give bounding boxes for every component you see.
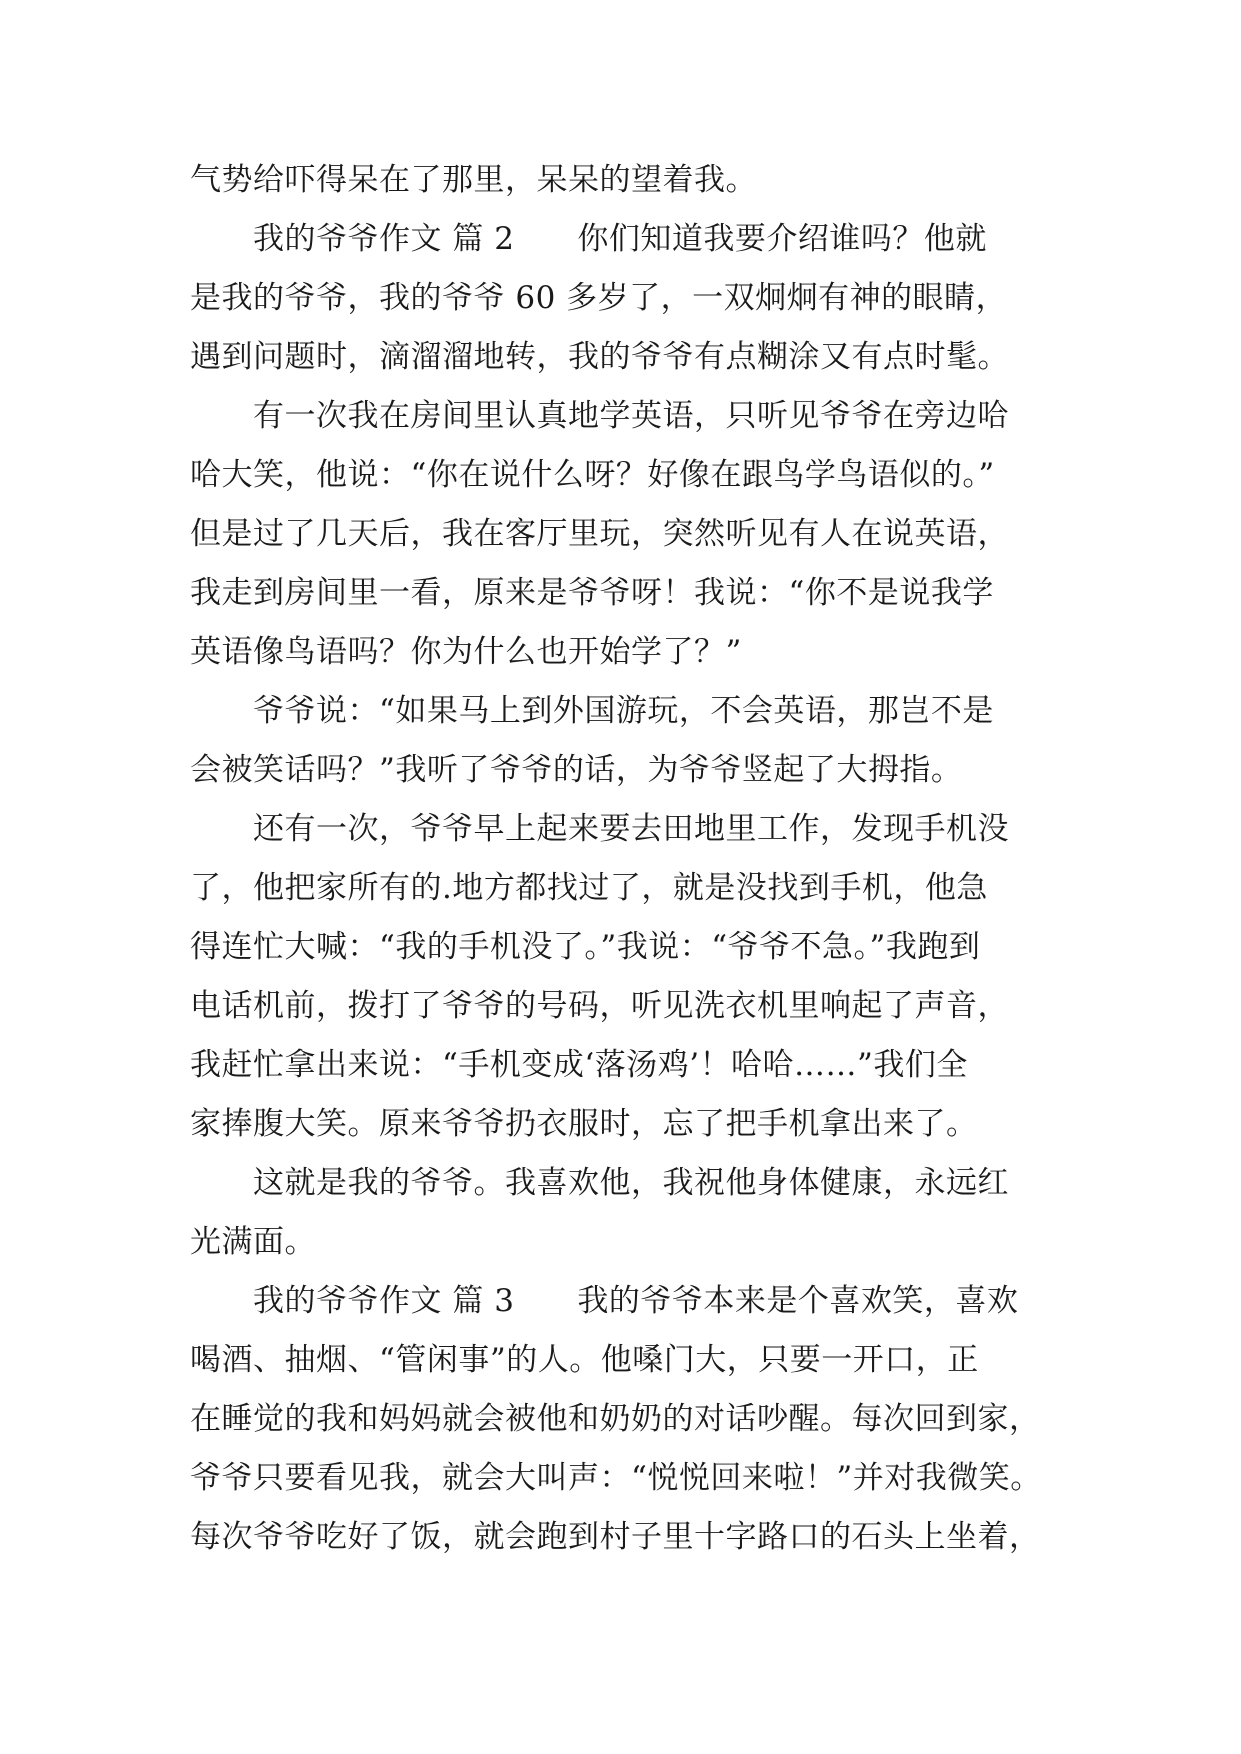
- text-line: 我的爷爷作文 篇 3 我的爷爷本来是个喜欢笑，喜欢: [190, 1283, 1019, 1319]
- text-line: 我的爷爷作文 篇 2 你们知道我要介绍谁吗？他就: [190, 221, 987, 257]
- text-line: 爷爷只要看见我，就会大叫声：“悦悦回来啦！”并对我微笑。: [190, 1460, 1042, 1496]
- text-line: 在睡觉的我和妈妈就会被他和奶奶的对话吵醒。每次回到家，: [190, 1401, 1041, 1437]
- text-line: 喝酒、抽烟、“管闲事”的人。他嗓门大，只要一开口，正: [190, 1342, 979, 1378]
- text-line: 是我的爷爷，我的爷爷 60 多岁了，一双炯炯有神的眼睛，: [190, 280, 1008, 316]
- text-line: 得连忙大喊：“我的手机没了。”我说：“爷爷不急。”我跑到: [190, 929, 981, 965]
- text-line: 每次爷爷吃好了饭，就会跑到村子里十字路口的石头上坐着，: [190, 1519, 1041, 1555]
- text-line: 会被笑话吗？”我听了爷爷的话，为爷爷竖起了大拇指。: [190, 752, 963, 788]
- text-line: 但是过了几天后，我在客厅里玩，突然听见有人在说英语，: [190, 516, 1009, 552]
- text-line: 哈大笑，他说：“你在说什么呀？好像在跟鸟学鸟语似的。”: [190, 457, 995, 493]
- text-line: 我走到房间里一看，原来是爷爷呀！我说：“你不是说我学: [190, 575, 994, 611]
- text-line: 有一次我在房间里认真地学英语，只听见爷爷在旁边哈: [190, 398, 1009, 434]
- text-line: 了，他把家所有的.地方都找过了，就是没找到手机，他急: [190, 870, 988, 906]
- text-line: 遇到问题时，滴溜溜地转，我的爷爷有点糊涂又有点时髦。: [190, 339, 1009, 375]
- text-line: 电话机前，拨打了爷爷的号码，听见洗衣机里响起了声音，: [190, 988, 1009, 1024]
- text-line: 光满面。: [190, 1224, 316, 1260]
- text-line: 英语像鸟语吗？你为什么也开始学了？”: [190, 634, 742, 670]
- text-line: 爷爷说：“如果马上到外国游玩，不会英语，那岂不是: [190, 693, 994, 729]
- text-line: 这就是我的爷爷。我喜欢他，我祝他身体健康，永远红: [190, 1165, 1009, 1201]
- text-line: 还有一次，爷爷早上起来要去田地里工作，发现手机没: [190, 811, 1009, 847]
- text-line: 家捧腹大笑。原来爷爷扔衣服时，忘了把手机拿出来了。: [190, 1106, 978, 1142]
- text-line: 我赶忙拿出来说：“手机变成‘落汤鸡’！哈哈……”我们全: [190, 1047, 968, 1083]
- text-line: 气势给吓得呆在了那里，呆呆的望着我。: [190, 162, 757, 198]
